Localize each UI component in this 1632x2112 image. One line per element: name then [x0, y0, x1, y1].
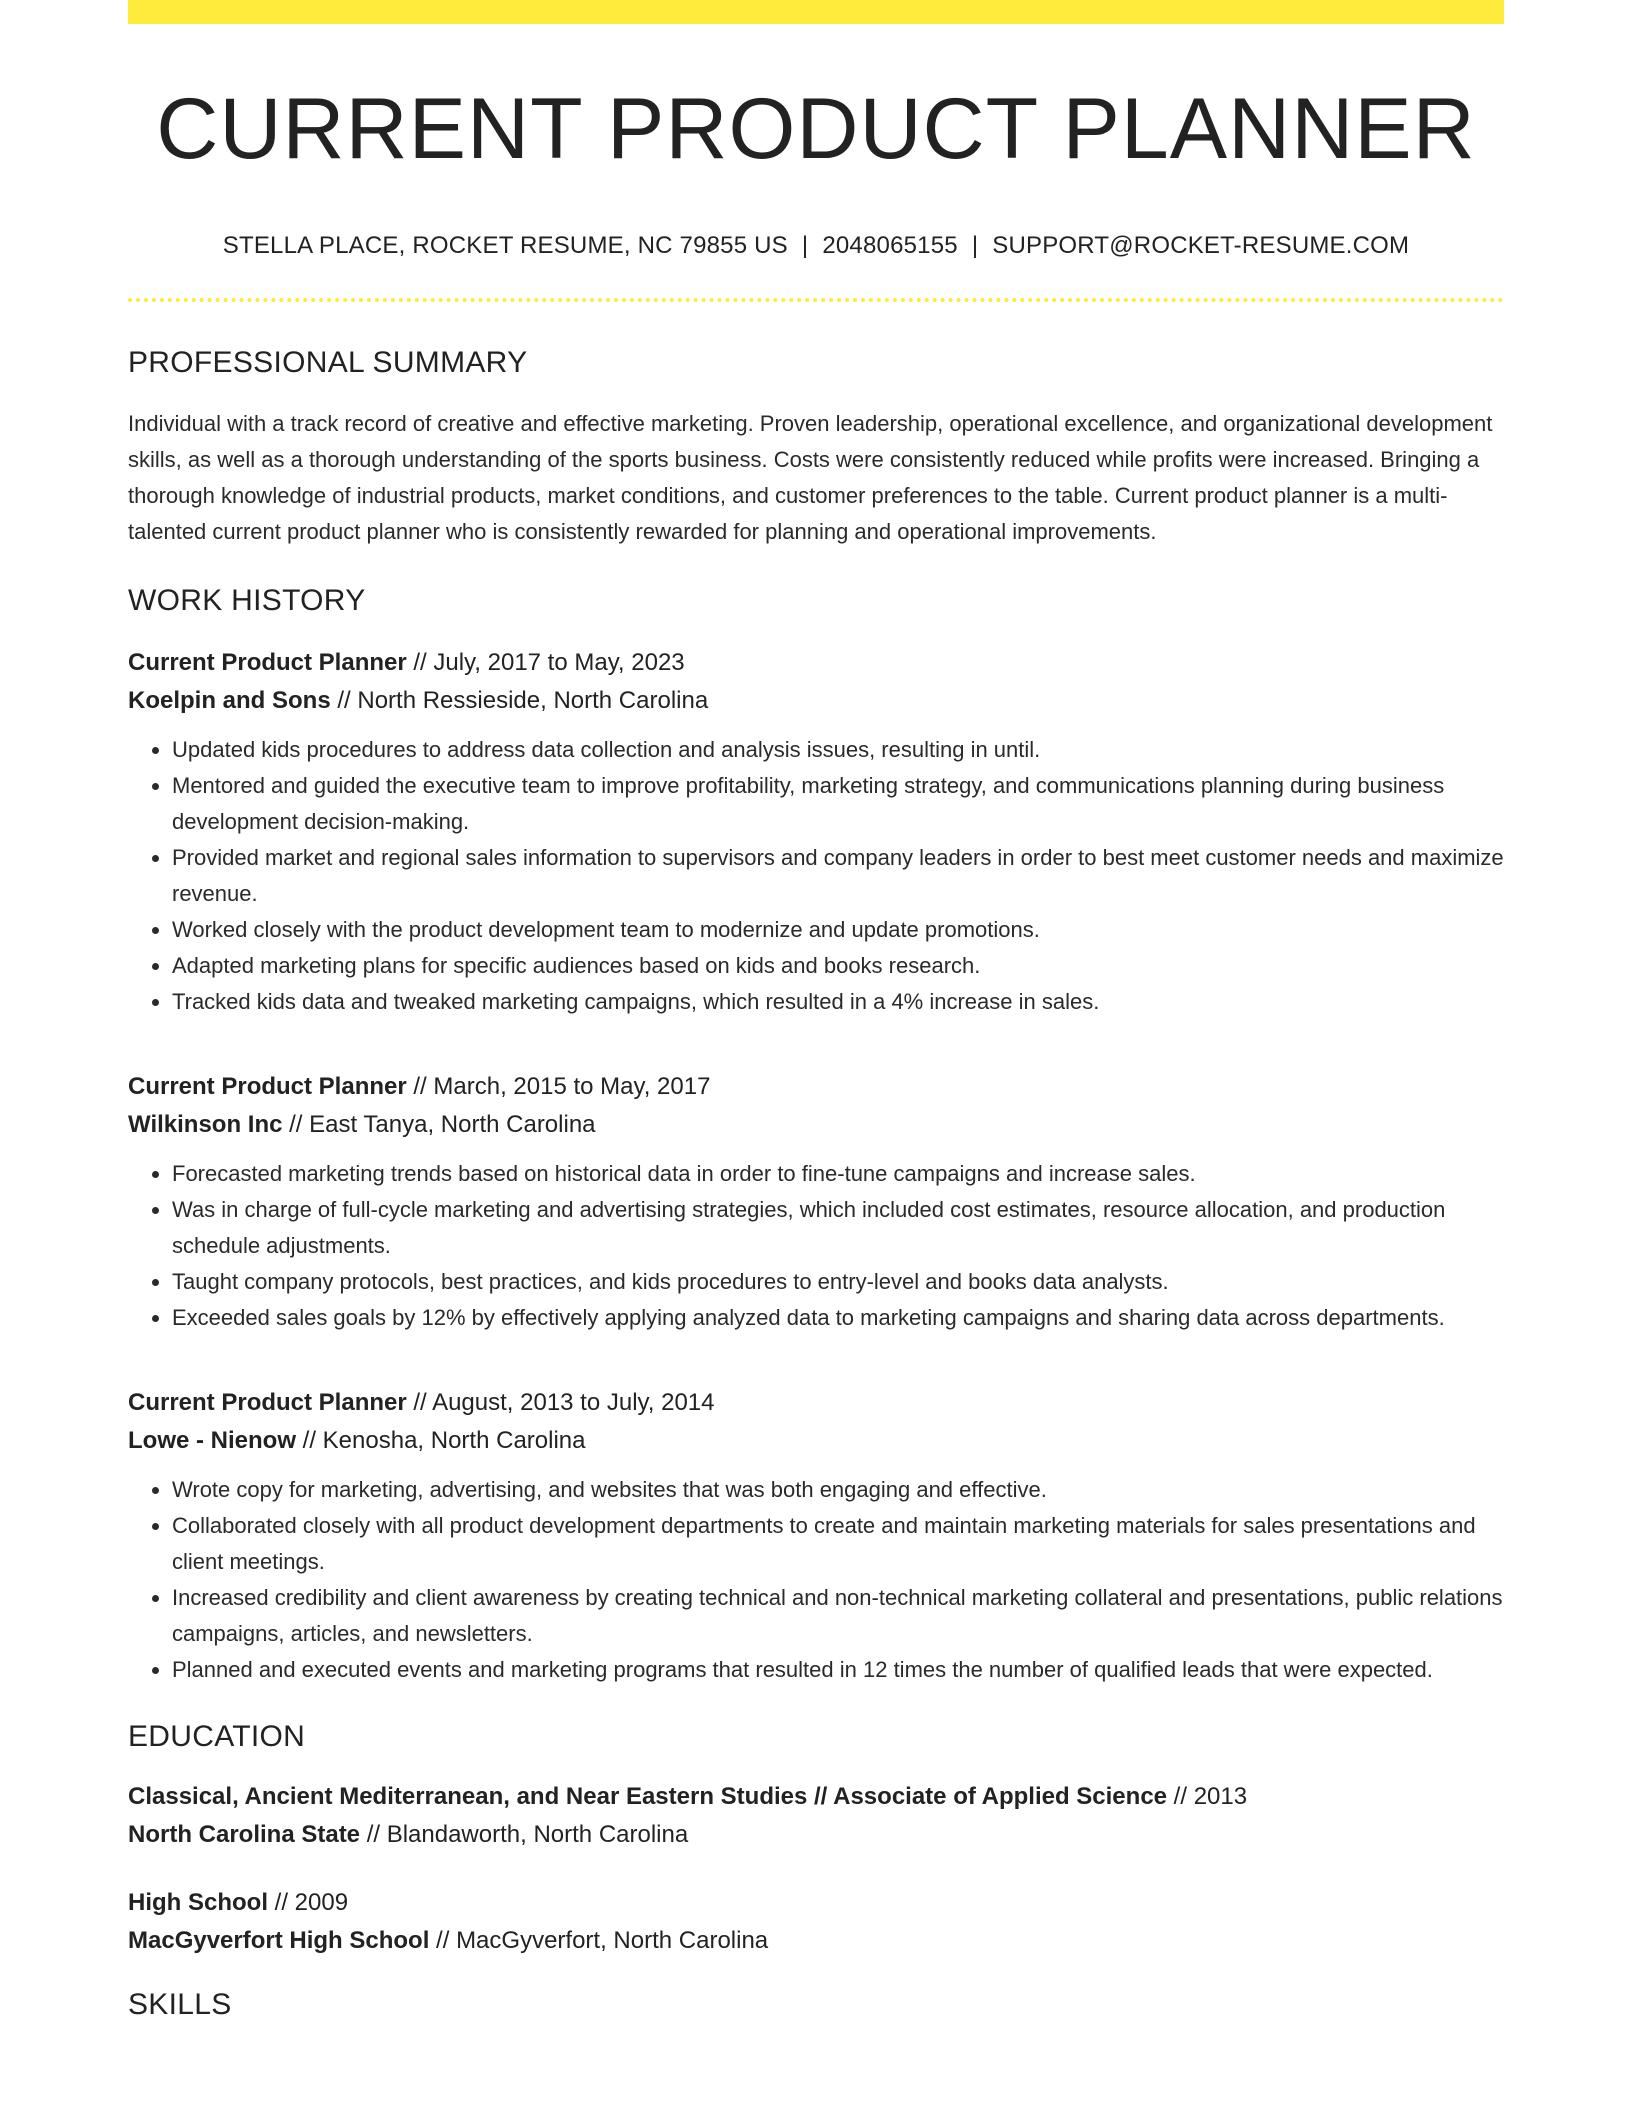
job-bullet: • Adapted marketing plans for specific audiences based on kids and books research. [172, 948, 1504, 984]
skills-heading: SKILLS [128, 1988, 232, 2022]
summary-heading: PROFESSIONAL SUMMARY [128, 346, 528, 380]
job-company: Koelpin and Sons [128, 687, 331, 715]
job-dates: // July, 2017 to May, 2023 [406, 649, 685, 677]
job-title-line [128, 1384, 1504, 1422]
job-bullet: • Taught company protocols, best practices, and kids procedures to entry-level and books data analysts. [172, 1264, 1504, 1300]
job-bullet: • Collaborated closely with all product development departments to create and maintain marketing materials for sales presentations and client meetings. [172, 1508, 1504, 1580]
contact-phone: 2048065155 [822, 232, 958, 260]
resume-name: CURRENT PRODUCT PLANNER [156, 81, 1476, 177]
job-entry [128, 1068, 1504, 1336]
education-degree: High School [128, 1889, 268, 1917]
education-degree-line [128, 1778, 1504, 1816]
education-entry [128, 1778, 1504, 1854]
job-location: // Kenosha, North Carolina [296, 1427, 586, 1455]
contact-line [128, 232, 1504, 260]
job-bullets [128, 1472, 1504, 1688]
education-entry [128, 1884, 1504, 1960]
job-bullet: • Tracked kids data and tweaked marketing campaigns, which resulted in a 4% increase in sales. [172, 984, 1504, 1020]
education-year: // 2013 [1167, 1783, 1248, 1811]
contact-email: SUPPORT@ROCKET-RESUME.COM [992, 232, 1410, 260]
job-company: Wilkinson Inc [128, 1111, 283, 1139]
job-company: Lowe - Nienow [128, 1427, 296, 1455]
job-dates: // August, 2013 to July, 2014 [406, 1389, 715, 1417]
job-location: // North Ressieside, North Carolina [330, 687, 709, 715]
education-school-line [128, 1816, 1504, 1854]
contact-separator: | [801, 232, 809, 260]
job-title-line [128, 1068, 1504, 1106]
job-company-line [128, 682, 1504, 720]
job-company-line [128, 1422, 1504, 1460]
job-bullet: • Provided market and regional sales information to supervisors and company leaders in order to best meet customer needs and maximize revenue. [172, 840, 1504, 912]
contact-address: STELLA PLACE, ROCKET RESUME, NC 79855 US [222, 232, 788, 260]
education-school: MacGyverfort High School [128, 1927, 430, 1955]
education-location: // Blandaworth, North Carolina [360, 1821, 689, 1849]
accent-top-bar [128, 0, 1504, 24]
job-bullet: • Planned and executed events and marketing programs that resulted in 12 times the number of qualified leads that were expected. [172, 1652, 1504, 1688]
dotted-divider [128, 298, 1504, 302]
contact-separator: | [971, 232, 979, 260]
job-bullet: • Mentored and guided the executive team to improve profitability, marketing strategy, and communications planning during business development decision-making. [172, 768, 1504, 840]
education-location: // MacGyverfort, North Carolina [429, 1927, 769, 1955]
job-bullets [128, 1156, 1504, 1336]
job-title-line [128, 644, 1504, 682]
education-school: North Carolina State [128, 1821, 361, 1849]
job-entry [128, 644, 1504, 1020]
job-dates: // March, 2015 to May, 2017 [406, 1073, 711, 1101]
job-entry [128, 1384, 1504, 1688]
education-degree-line [128, 1884, 1504, 1922]
work-history-heading: WORK HISTORY [128, 584, 366, 618]
job-bullet: • Forecasted marketing trends based on historical data in order to fine-tune campaigns and increase sales. [172, 1156, 1504, 1192]
education-heading: EDUCATION [128, 1720, 306, 1754]
job-bullets [128, 732, 1504, 1020]
education-school-line [128, 1922, 1504, 1960]
summary-text: Individual with a track record of creative and effective marketing. Proven leadership, operational excellence, and organizational development skills, as well as a thorough understanding of the sports business. Costs were consistently reduced while profits were increased. Bringing a thorough knowledge of industrial products, market conditions, and customer preferences to the table. Current product planner is a multi-talented current product planner who is consistently rewarded for planning and operational improvements. [128, 411, 1493, 545]
resume-page [128, 0, 1504, 2022]
job-bullet: • Worked closely with the product development team to modernize and update promotions. [172, 912, 1504, 948]
job-bullet: • Updated kids procedures to address data collection and analysis issues, resulting in until. [172, 732, 1504, 768]
job-location: // East Tanya, North Carolina [282, 1111, 596, 1139]
job-bullet: • Exceeded sales goals by 12% by effectively applying analyzed data to marketing campaigns and sharing data across departments. [172, 1300, 1504, 1336]
job-role: Current Product Planner [128, 1389, 407, 1417]
job-role: Current Product Planner [128, 649, 407, 677]
job-bullet: • Was in charge of full-cycle marketing and advertising strategies, which included cost estimates, resource allocation, and production schedule adjustments. [172, 1192, 1504, 1264]
education-degree: Classical, Ancient Mediterranean, and Near Eastern Studies // Associate of Applied Science [128, 1783, 1168, 1811]
job-company-line [128, 1106, 1504, 1144]
job-bullet: • Wrote copy for marketing, advertising, and websites that was both engaging and effective. [172, 1472, 1504, 1508]
job-bullet: • Increased credibility and client awareness by creating technical and non-technical marketing collateral and presentations, public relations campaigns, articles, and newsletters. [172, 1580, 1504, 1652]
education-year: // 2009 [268, 1889, 349, 1917]
job-role: Current Product Planner [128, 1073, 407, 1101]
